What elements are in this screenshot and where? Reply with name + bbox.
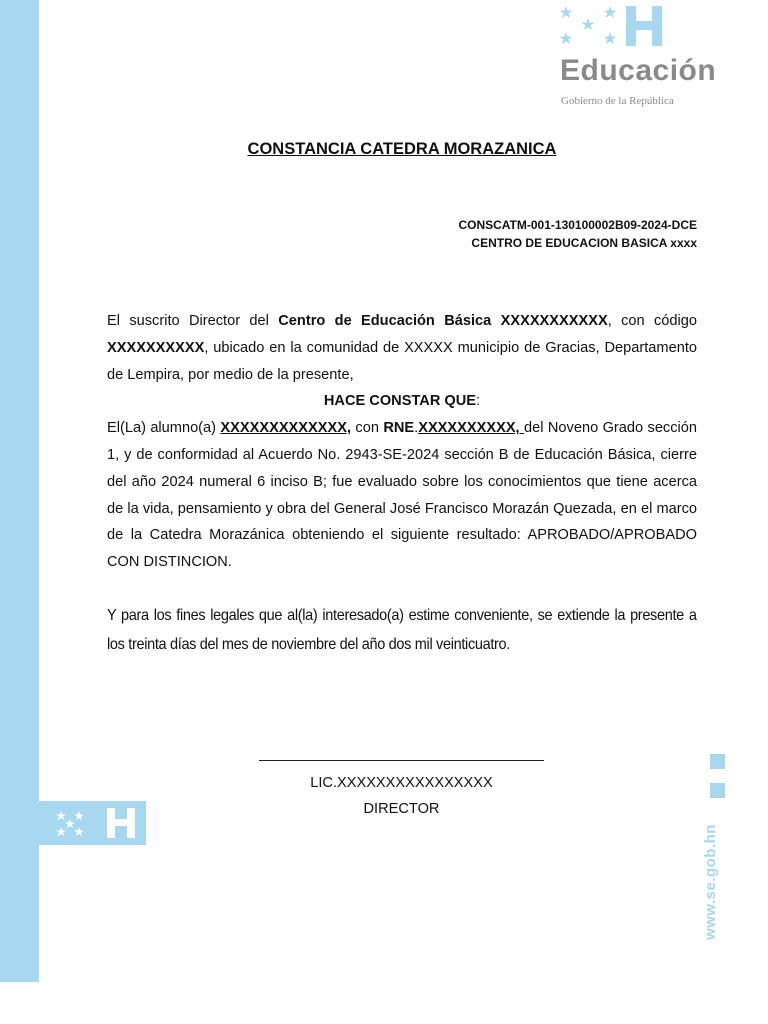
decorative-square [710, 754, 725, 769]
intro-text-3: , ubicado en la comunidad de XXXXX municipio de Gracias, Departamento de Lempira, por medio de la presente, [107, 339, 697, 383]
rne-label: RNE [383, 420, 415, 437]
paragraph-student [107, 415, 697, 576]
h-mark-icon [105, 806, 137, 840]
website-url: www.se.gob.hn [702, 824, 719, 940]
school-name: Centro de Educación Básica XXXXXXXXXXX [278, 313, 608, 329]
student-name: XXXXXXXXXXXXX, [220, 420, 352, 437]
logo-stars-h-icon [556, 4, 666, 50]
decorative-square [710, 783, 725, 798]
signature-block [259, 770, 544, 822]
intro-text-1: El suscrito Director del [107, 313, 279, 329]
intro-text-2: , con código [607, 313, 697, 329]
hace-constar-text: HACE CONSTAR QUE [323, 393, 477, 410]
logo-brand-text: Educación [560, 54, 717, 87]
rne-dot: . [414, 420, 419, 437]
stars-icon [55, 809, 103, 839]
logo-subtitle: Gobierno de la República [561, 95, 674, 107]
reference-center: CENTRO DE EDUCACION BASICA xxxx [471, 236, 697, 250]
student-text-2: con [351, 420, 384, 437]
student-text-3: del Noveno Grado sección 1, y de conformidad al Acuerdo No. 2943-SE-2024 sección B de Educación Básica, cierre del año 2024 numeral 6 inciso B; fue evaluado sobre los conocimientos que tiene acerca de la vida, pensamiento y obra del General José Francisco Morazán Quezada, en el marco de la Catedra Morazánica obteniendo el siguiente resultado: APROBADO/APROBADO CON DISTINCION. [107, 420, 698, 571]
left-logo-tab [39, 801, 146, 845]
reference-code: CONSCATM-001-130100002B09-2024-DCE [458, 218, 697, 232]
document-body [107, 308, 697, 576]
hace-constar-colon: : [476, 393, 481, 410]
student-text-1: El(La) alumno(a) [107, 420, 221, 437]
signatory-name: LIC.XXXXXXXXXXXXXXXX [310, 775, 493, 791]
reference-block [458, 216, 697, 252]
hace-constar-heading [107, 388, 697, 415]
closing-paragraph: Y para los fines legales que al(la) interesado(a) estime conveniente, se extiende la presente a los treinta días del mes de noviembre del año dos mil veinticuatro. [107, 607, 697, 653]
signature-line [259, 760, 544, 761]
rne-value: XXXXXXXXXX, [418, 420, 525, 437]
signatory-role: DIRECTOR [363, 801, 440, 817]
education-logo [556, 4, 736, 112]
right-decorative-squares [710, 754, 726, 800]
document-title: CONSTANCIA CATEDRA MORAZANICA [247, 140, 557, 158]
school-code: XXXXXXXXXX [107, 339, 205, 356]
paragraph-intro [107, 308, 697, 388]
